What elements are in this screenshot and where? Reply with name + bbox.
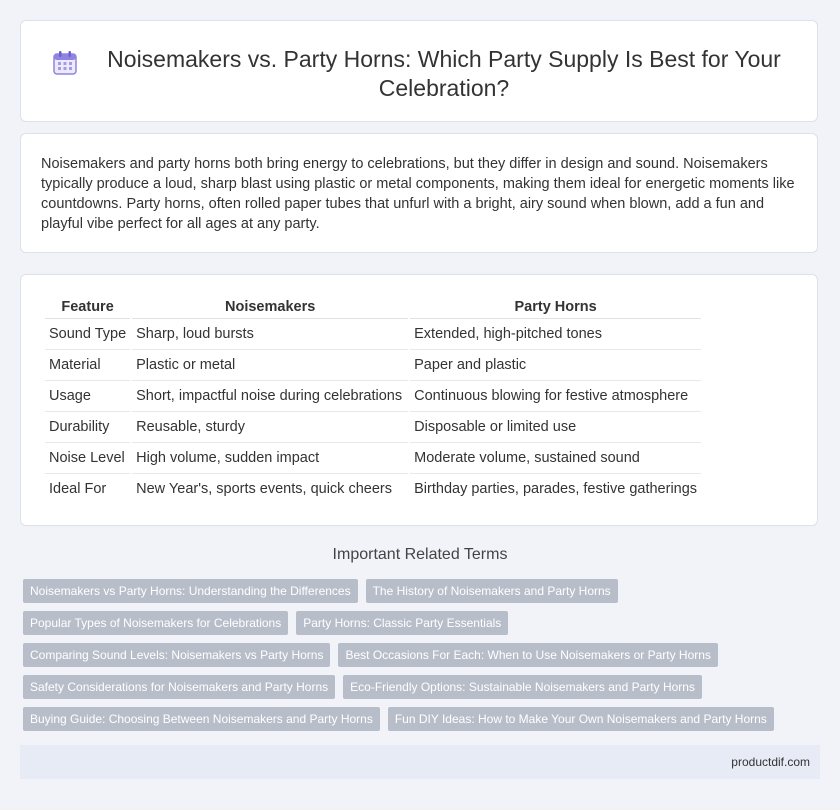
related-term-tag[interactable]: Party Horns: Classic Party Essentials (296, 611, 508, 635)
intro-paragraph: Noisemakers and party horns both bring energy to celebrations, but they differ in design and sound. Noisemakers typically produce a loud, sharp blast using plastic or metal components, making them ideal for energetic moments like countdowns. Party horns, often rolled paper tubes that unfurl with a bright, airy sound when blown, add a fun and playful vibe perfect for all ages at any party. (41, 156, 795, 232)
comparison-card (20, 274, 818, 526)
table-cell: Moderate volume, sustained sound (410, 443, 701, 474)
table-cell: Ideal For (49, 481, 107, 497)
table-cell: Durability (45, 412, 130, 443)
related-term-tag[interactable]: Buying Guide: Choosing Between Noisemakers and Party Horns (23, 707, 380, 731)
intro-card (20, 133, 818, 253)
title-card (20, 20, 818, 122)
related-term-tag[interactable]: Safety Considerations for Noisemakers and Party Horns (23, 675, 335, 699)
table-row (45, 412, 701, 443)
table-cell: Noise Level (45, 443, 130, 474)
related-term-tag[interactable]: Eco-Friendly Options: Sustainable Noisemakers and Party Horns (343, 675, 702, 699)
tag-row (23, 611, 813, 643)
comparison-table (43, 296, 703, 504)
footer (20, 745, 820, 779)
table-cell: Disposable or limited use (410, 412, 701, 443)
tag-row (23, 707, 813, 739)
table-row (45, 443, 701, 474)
table-cell: Sharp, loud bursts (132, 319, 408, 350)
header-feature: Feature (45, 296, 130, 319)
table-cell: Usage (45, 381, 130, 412)
related-term-tag[interactable]: Fun DIY Ideas: How to Make Your Own Noisemakers and Party Horns (388, 707, 774, 731)
footer-brand[interactable]: productdif.com (731, 755, 810, 769)
table-row (45, 381, 701, 412)
related-term-tag[interactable]: Best Occasions For Each: When to Use Noisemakers or Party Horns (338, 643, 717, 667)
table-cell: Paper and plastic (410, 350, 701, 381)
table-cell: Birthday parties, parades, festive gatherings (414, 481, 698, 497)
table-cell: High volume, sudden impact (132, 443, 408, 474)
header-noisemakers: Noisemakers (132, 296, 408, 319)
tag-row (23, 579, 813, 611)
tag-row (23, 675, 813, 707)
calendar-icon (51, 49, 79, 77)
related-term-tag[interactable]: Popular Types of Noisemakers for Celebrations (23, 611, 288, 635)
related-terms-list (23, 579, 813, 739)
page-title: Noisemakers vs. Party Horns: Which Party Supply Is Best for Your Celebration? (107, 46, 781, 101)
table-row (45, 319, 701, 350)
header-party-horns: Party Horns (410, 296, 701, 319)
table-cell: Reusable, sturdy (132, 412, 408, 443)
related-term-tag[interactable]: Noisemakers vs Party Horns: Understanding the Differences (23, 579, 358, 603)
table-row (45, 350, 701, 381)
tag-row (23, 643, 813, 675)
table-cell: Material (45, 350, 130, 381)
table-cell: Plastic or metal (132, 350, 408, 381)
table-row (45, 474, 701, 504)
table-cell: New Year's, sports events, quick cheers (136, 481, 392, 497)
table-cell: Extended, high-pitched tones (410, 319, 701, 350)
table-header-row (45, 296, 701, 319)
table-cell: Continuous blowing for festive atmosphere (410, 381, 701, 412)
related-term-tag[interactable]: Comparing Sound Levels: Noisemakers vs Party Horns (23, 643, 330, 667)
table-cell: Short, impactful noise during celebrations (132, 381, 408, 412)
related-term-tag[interactable]: The History of Noisemakers and Party Horns (366, 579, 618, 603)
table-cell: Sound Type (45, 319, 130, 350)
related-terms-heading: Important Related Terms (332, 546, 508, 563)
